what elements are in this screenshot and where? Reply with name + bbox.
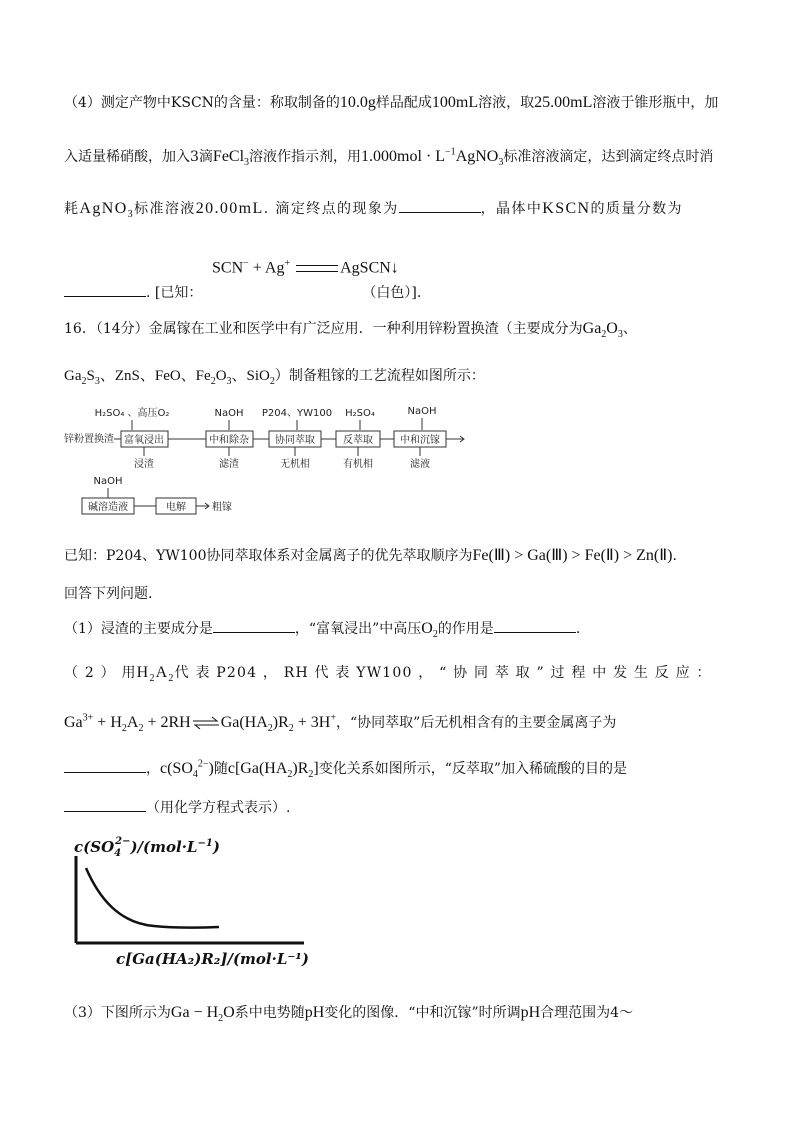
known-order-line: 已知：P204、YW100协同萃取体系对金属离子的优先萃取顺序为Fe(Ⅲ) > Ga(Ⅲ) > Fe(Ⅱ) > Zn(Ⅱ).	[64, 547, 677, 564]
mass-value: 10.0g	[339, 94, 376, 111]
scn-ag-equation: SCN− + Ag+ AgSCN↓	[212, 258, 399, 277]
svg-text:碱溶造液: 碱溶造液	[88, 502, 128, 513]
extraction-order: Fe(Ⅲ) > Ga(Ⅲ) > Fe(Ⅱ) > Zn(Ⅱ)	[472, 547, 673, 564]
q4-line-1	[64, 92, 718, 112]
reversible-arrow-icon	[191, 716, 221, 730]
svg-text:协同萃取: 协同萃取	[275, 435, 315, 446]
end-product: 粗镓	[212, 502, 232, 513]
svg-text:富氧浸出: 富氧浸出	[124, 435, 164, 446]
x-axis-label: c[Ga(HA₂)R₂]/(mol·L⁻¹)	[116, 950, 309, 968]
text: 耗	[64, 201, 80, 217]
reagent-h2so4: H₂SO₄	[345, 408, 375, 419]
kscn-formula: KSCN	[542, 200, 591, 217]
text: （4）测定产物中KSCN的含量：称取制备的	[64, 95, 340, 111]
text: 溶液，取	[478, 95, 535, 111]
y-axis-label: $c(SO_42-)/(mol\cdot L^{-1})$	[74, 836, 220, 859]
text: （白色）	[362, 285, 412, 301]
process-flow-diagram	[64, 400, 484, 525]
volume-value: 25.00mL	[534, 94, 593, 111]
svg-text:电解: 电解	[166, 502, 186, 513]
part-2-line-3: ，$c(SO_4^{2-})$随$c[Ga(HA_2)R_2]$变化关系如图所示，“反萃取”加入稀硫酸的目的是	[64, 758, 627, 780]
svg-text:中和沉镓: 中和沉镓	[400, 435, 440, 446]
agno3-formula: AgNO$_3$	[79, 200, 135, 221]
q4-line-5	[64, 282, 421, 302]
output-inorganic-phase: 无机相	[280, 459, 310, 470]
answer-blank[interactable]	[494, 631, 576, 633]
part-2-line-1: （ 2 ） 用$H_2A_2$代 表 P204 ， RH 代 表 YW100 ， “ 协 同 萃 取 ” 过 程 中 发 生 反 应 ：	[64, 664, 712, 685]
q4-line-2	[64, 146, 713, 168]
text: ].	[411, 285, 422, 301]
text: . 滴定终点的现象为	[263, 201, 399, 217]
text: . [已知：	[146, 285, 203, 301]
decay-curve	[86, 868, 219, 928]
ga2o3-formula: $Ga_2O_3$	[582, 320, 623, 341]
svg-text:反萃取: 反萃取	[343, 435, 373, 446]
concentration: $1.000mol \cdot L^{-1}AgNO_3$	[361, 146, 504, 169]
volume-value: 100mL	[431, 94, 479, 111]
answer-blank[interactable]	[399, 211, 481, 213]
answer-blank[interactable]	[64, 771, 146, 773]
part-3: （3）下图所示为$Ga - H_2O$系中电势随pH变化的图像．“中和沉镓”时所调pH合理范围为4～	[64, 1004, 634, 1025]
output-filter-residue: 滤渣	[219, 459, 239, 470]
q4-line-3	[64, 198, 683, 220]
volume-value: 20.00mL	[195, 200, 264, 217]
fecl3-formula: FeCl$_3$	[212, 148, 250, 169]
text: 溶液于锥形瓶中，加	[592, 95, 719, 111]
text: 入适量稀硝酸，加入3滴	[64, 149, 213, 165]
answer-intro: 回答下列问题.	[64, 586, 153, 602]
equals-sign	[296, 265, 338, 272]
part-2-line-4: （用化学方程式表示）.	[64, 797, 290, 817]
answer-blank[interactable]	[213, 631, 295, 633]
reagent-p204-yw100: P204、YW100	[261, 408, 333, 419]
answer-blank[interactable]	[64, 810, 146, 812]
text: 标准溶液	[134, 201, 196, 217]
sulfate-vs-complex-graph	[64, 828, 324, 973]
text: 已知：P204、YW100协同萃取体系对金属离子的优先萃取顺序为	[64, 548, 473, 564]
text: ，晶体中	[480, 201, 543, 217]
co-extraction-reaction: $Ga^{3+} + H_2A_2 + 2RH$	[64, 712, 191, 735]
part-1: （1）浸渣的主要成分是 ，“富氧浸出”中高压$O_2$的作用是 .	[64, 620, 581, 641]
text: 的质量分数为	[590, 201, 683, 217]
svg-text:中和除杂: 中和除杂	[209, 435, 249, 446]
reagent-naoh: NaOH	[214, 408, 244, 419]
output-organic-phase: 有机相	[343, 459, 373, 470]
start-material: 锌粉置换渣	[64, 434, 114, 445]
reagent-naoh: NaOH	[93, 476, 123, 487]
output-filtrate: 滤液	[410, 459, 430, 470]
q16-line-2: $Ga_2S_3$、ZnS、FeO、$Fe_2O_3$、SiO$_2$）制备粗镓的工艺流程如图所示：	[64, 368, 485, 387]
answer-blank[interactable]	[64, 295, 146, 297]
reagent-naoh: NaOH	[407, 406, 437, 417]
reagent-h2so4-o2: H₂SO₄ 、高压O₂	[94, 408, 170, 419]
reaction-line: $Ga^{3+} + H_2A_2 + 2RH$ $Ga(HA_2)R_2 + 3H^+$，“协同萃取”后无机相含有的主要金属离子为	[64, 712, 617, 735]
text: 标准溶液滴定，达到滴定终点时消	[503, 149, 714, 165]
output-leach-residue: 浸渣	[134, 459, 154, 470]
text: 16．（14分）金属镓在工业和医学中有广泛应用．一种利用锌粉置换渣（主要成分为	[64, 321, 583, 337]
text: 样品配成	[375, 95, 432, 111]
q16-line-1: 16．（14分）金属镓在工业和医学中有广泛应用．一种利用锌粉置换渣（主要成分为$Ga_2O_3$、	[64, 320, 637, 341]
text: 溶液作指示剂，用	[249, 149, 362, 165]
